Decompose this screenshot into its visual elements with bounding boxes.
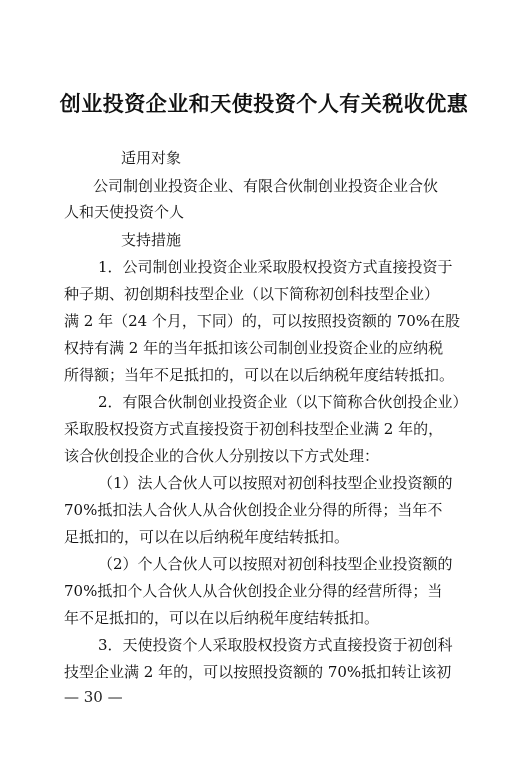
body-line: 采取股权投资方式直接投资于初创科技型企业满 2 年的，	[64, 420, 444, 438]
body-line: 年不足抵扣的，可以在以后纳税年度结转抵扣。	[64, 609, 380, 627]
body-line: 技型企业满 2 年的，可以按照投资额的 70%抵扣转让该初	[64, 663, 452, 681]
body-line: 人和天使投资个人	[64, 203, 185, 221]
body-line: （1）法人合伙人可以按照对初创科技型企业投资额的	[98, 474, 453, 492]
body-line: 70%抵扣法人合伙人从合伙创投企业分得的所得；当年不	[64, 501, 443, 519]
body-line: 所得额；当年不足抵扣的，可以在以后纳税年度结转抵扣。	[64, 366, 455, 384]
body-line: （2）个人合伙人可以按照对初创科技型企业投资额的	[98, 555, 453, 573]
body-line: 1．公司制创业投资企业采取股权投资方式直接投资于	[98, 258, 453, 276]
body-line: 70%抵扣个人合伙人从合伙创投企业分得的经营所得；当	[64, 582, 443, 600]
body-line: 2．有限合伙制创业投资企业（以下简称合伙创投企业）	[98, 393, 468, 411]
body-line: 足抵扣的，可以在以后纳税年度结转抵扣。	[64, 528, 350, 546]
body-line: 满 2 年（24 个月，下同）的，可以按照投资额的 70%在股	[64, 312, 461, 330]
body-line: 种子期、初创期科技型企业（以下简称初创科技型企业）	[64, 285, 440, 303]
page-number: — 30 —	[64, 688, 123, 706]
section-heading-applicable-objects: 适用对象	[121, 149, 182, 167]
body-line: 该合伙创投企业的合伙人分别按以下方式处理：	[64, 447, 380, 465]
body-line: 公司制创业投资企业、有限合伙制创业投资企业合伙	[93, 177, 439, 195]
body-line: 3．天使投资个人采取股权投资方式直接投资于初创科	[98, 636, 453, 654]
section-heading-support-measures: 支持措施	[121, 231, 182, 249]
document-title: 创业投资企业和天使投资个人有关税收优惠	[59, 92, 469, 116]
body-line: 权持有满 2 年的当年抵扣该公司制创业投资企业的应纳税	[64, 339, 444, 357]
